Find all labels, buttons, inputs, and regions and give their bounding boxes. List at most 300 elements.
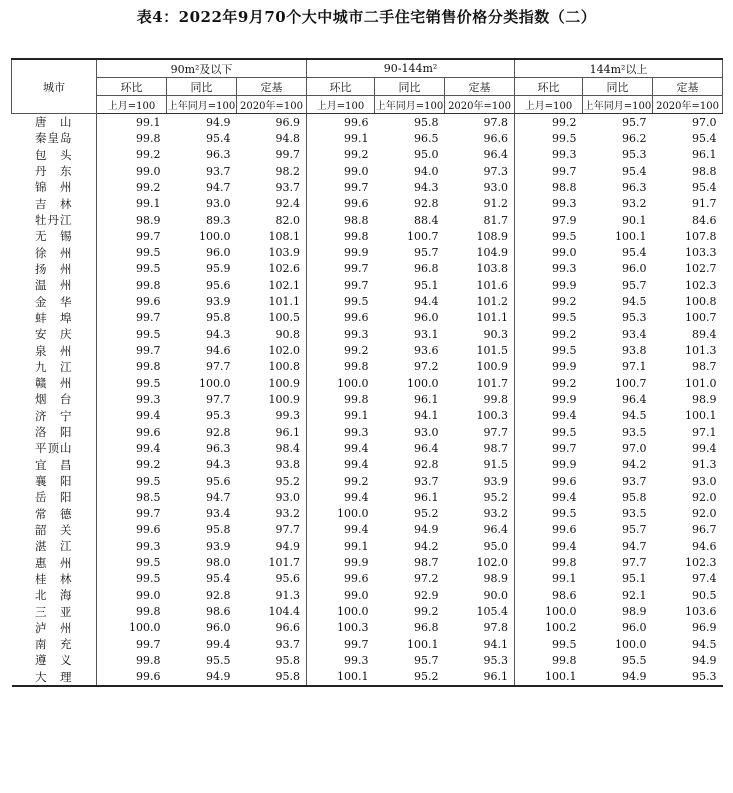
value-cell: 99.0 xyxy=(344,588,369,602)
city-cell: 韶 关 xyxy=(12,522,97,538)
value-cell: 99.5 xyxy=(136,327,161,341)
city-cell: 丹 东 xyxy=(12,163,97,179)
price-index-table xyxy=(11,58,723,687)
value-cell: 94.5 xyxy=(622,295,647,309)
city-cell: 大 理 xyxy=(12,669,97,686)
value-cell: 100.7 xyxy=(615,376,647,390)
city-cell: 无 锡 xyxy=(12,228,97,244)
city-cell: 遵 义 xyxy=(12,652,97,668)
city-cell: 常 德 xyxy=(12,506,97,522)
table-row xyxy=(12,391,723,407)
value-cell: 93.2 xyxy=(622,197,647,211)
value-cell: 100.1 xyxy=(615,229,647,243)
value-cell: 95.7 xyxy=(414,246,439,260)
value-cell: 91.5 xyxy=(445,457,515,473)
table-row xyxy=(12,245,723,261)
value-cell: 108.1 xyxy=(237,228,307,244)
value-cell: 93.4 xyxy=(206,507,231,521)
value-cell: 99.9 xyxy=(552,458,577,472)
value-cell: 90.0 xyxy=(445,587,515,603)
value-cell: 99.8 xyxy=(136,360,161,374)
value-cell: 99.2 xyxy=(136,180,161,194)
value-cell: 99.5 xyxy=(552,131,577,145)
value-cell: 103.9 xyxy=(237,245,307,261)
value-cell: 99.5 xyxy=(136,556,161,570)
value-cell: 99.6 xyxy=(136,425,161,439)
value-cell: 99.2 xyxy=(344,474,369,488)
value-cell: 99.4 xyxy=(344,458,369,472)
table-row xyxy=(12,424,723,440)
value-cell: 99.3 xyxy=(136,392,161,406)
value-cell: 101.7 xyxy=(237,554,307,570)
value-cell: 99.5 xyxy=(136,376,161,390)
table-row xyxy=(12,179,723,195)
value-cell: 100.3 xyxy=(337,621,369,635)
value-cell: 99.6 xyxy=(344,197,369,211)
value-cell: 100.9 xyxy=(445,359,515,375)
value-cell: 99.7 xyxy=(237,147,307,163)
value-cell: 98.7 xyxy=(414,556,439,570)
value-cell: 95.2 xyxy=(445,489,515,505)
value-cell: 100.5 xyxy=(237,310,307,326)
value-cell: 98.6 xyxy=(206,605,231,619)
subcol-header: 定基 xyxy=(653,78,723,96)
value-cell: 97.7 xyxy=(445,424,515,440)
value-cell: 99.9 xyxy=(552,360,577,374)
value-cell: 100.8 xyxy=(237,359,307,375)
value-cell: 97.2 xyxy=(414,360,439,374)
value-cell: 99.8 xyxy=(445,391,515,407)
city-header: 城市 xyxy=(12,59,97,114)
city-cell: 襄 阳 xyxy=(12,473,97,489)
value-cell: 95.7 xyxy=(622,115,647,129)
city-cell: 济 宁 xyxy=(12,408,97,424)
value-cell: 100.0 xyxy=(337,507,369,521)
value-cell: 100.0 xyxy=(199,376,231,390)
value-cell: 93.4 xyxy=(622,327,647,341)
value-cell: 99.9 xyxy=(552,392,577,406)
value-cell: 99.2 xyxy=(136,458,161,472)
value-cell: 96.6 xyxy=(237,620,307,636)
value-cell: 99.5 xyxy=(552,507,577,521)
value-cell: 94.4 xyxy=(414,295,439,309)
value-cell: 95.4 xyxy=(206,131,231,145)
value-cell: 89.4 xyxy=(692,327,717,341)
value-cell: 91.3 xyxy=(237,587,307,603)
value-cell: 99.4 xyxy=(136,409,161,423)
group-header-small: 90m²及以下 xyxy=(97,59,307,78)
city-cell: 平顶山 xyxy=(12,440,97,456)
city-cell: 徐 州 xyxy=(12,245,97,261)
value-cell: 96.3 xyxy=(206,148,231,162)
value-cell: 96.8 xyxy=(414,621,439,635)
value-cell: 99.8 xyxy=(344,360,369,374)
value-cell: 99.8 xyxy=(136,278,161,292)
table-row xyxy=(12,375,723,391)
value-cell: 99.5 xyxy=(552,229,577,243)
value-cell: 94.6 xyxy=(206,344,231,358)
value-cell: 99.4 xyxy=(206,637,231,651)
table-row xyxy=(12,130,723,146)
value-cell: 99.8 xyxy=(552,556,577,570)
value-cell: 100.8 xyxy=(685,295,717,309)
city-cell: 岳 阳 xyxy=(12,489,97,505)
value-cell: 98.8 xyxy=(552,180,577,194)
value-cell: 99.9 xyxy=(552,278,577,292)
value-cell: 100.7 xyxy=(407,229,439,243)
value-cell: 99.4 xyxy=(344,490,369,504)
value-cell: 100.0 xyxy=(615,637,647,651)
value-cell: 99.6 xyxy=(136,523,161,537)
value-cell: 101.5 xyxy=(445,342,515,358)
value-cell: 94.8 xyxy=(237,130,307,146)
value-cell: 99.3 xyxy=(344,327,369,341)
value-cell: 99.2 xyxy=(344,344,369,358)
value-cell: 96.0 xyxy=(622,262,647,276)
table-row xyxy=(12,440,723,456)
base-header: 上年同月=100 xyxy=(583,96,653,114)
value-cell: 102.0 xyxy=(445,554,515,570)
table-row xyxy=(12,620,723,636)
value-cell: 99.6 xyxy=(344,115,369,129)
value-cell: 97.7 xyxy=(237,522,307,538)
value-cell: 100.0 xyxy=(337,376,369,390)
table-row xyxy=(12,554,723,570)
value-cell: 95.6 xyxy=(237,571,307,587)
value-cell: 90.8 xyxy=(237,326,307,342)
value-cell: 95.4 xyxy=(206,572,231,586)
value-cell: 93.7 xyxy=(414,474,439,488)
value-cell: 99.8 xyxy=(136,653,161,667)
value-cell: 100.0 xyxy=(129,621,161,635)
value-cell: 96.0 xyxy=(206,246,231,260)
value-cell: 99.0 xyxy=(344,164,369,178)
value-cell: 92.8 xyxy=(414,458,439,472)
value-cell: 101.1 xyxy=(445,310,515,326)
city-cell: 泉 州 xyxy=(12,342,97,358)
value-cell: 96.4 xyxy=(445,522,515,538)
value-cell: 103.3 xyxy=(685,246,717,260)
table-row xyxy=(12,473,723,489)
value-cell: 95.2 xyxy=(375,669,445,686)
value-cell: 96.7 xyxy=(692,523,717,537)
value-cell: 95.8 xyxy=(206,523,231,537)
base-header: 上月=100 xyxy=(307,96,375,114)
value-cell: 94.0 xyxy=(414,164,439,178)
value-cell: 98.9 xyxy=(622,605,647,619)
value-cell: 95.3 xyxy=(206,409,231,423)
value-cell: 95.7 xyxy=(414,653,439,667)
value-cell: 99.7 xyxy=(344,180,369,194)
value-cell: 84.6 xyxy=(692,213,717,227)
value-cell: 96.0 xyxy=(622,621,647,635)
city-cell: 烟 台 xyxy=(12,391,97,407)
value-cell: 94.3 xyxy=(206,458,231,472)
table-row xyxy=(12,163,723,179)
value-cell: 99.1 xyxy=(344,409,369,423)
value-cell: 102.3 xyxy=(685,556,717,570)
table-row xyxy=(12,342,723,358)
value-cell: 98.9 xyxy=(692,392,717,406)
value-cell: 98.2 xyxy=(237,163,307,179)
value-cell: 100.7 xyxy=(685,311,717,325)
table-row xyxy=(12,571,723,587)
subcol-header: 环比 xyxy=(515,78,583,96)
city-cell: 唐 山 xyxy=(12,114,97,131)
value-cell: 95.9 xyxy=(206,262,231,276)
value-cell: 99.2 xyxy=(136,148,161,162)
value-cell: 94.1 xyxy=(445,636,515,652)
city-cell: 南 充 xyxy=(12,636,97,652)
table-row xyxy=(12,489,723,505)
value-cell: 92.1 xyxy=(622,588,647,602)
value-cell: 100.0 xyxy=(407,376,439,390)
value-cell: 104.9 xyxy=(445,245,515,261)
value-cell: 99.1 xyxy=(552,572,577,586)
value-cell: 96.0 xyxy=(414,311,439,325)
value-cell: 99.1 xyxy=(344,131,369,145)
value-cell: 100.9 xyxy=(237,391,307,407)
value-cell: 96.6 xyxy=(445,130,515,146)
value-cell: 99.0 xyxy=(136,164,161,178)
value-cell: 96.1 xyxy=(237,424,307,440)
base-header: 2020年=100 xyxy=(445,96,515,114)
city-cell: 牡丹江 xyxy=(12,212,97,228)
city-cell: 洛 阳 xyxy=(12,424,97,440)
value-cell: 93.8 xyxy=(237,457,307,473)
value-cell: 95.8 xyxy=(237,669,307,686)
value-cell: 99.5 xyxy=(552,425,577,439)
table-row xyxy=(12,603,723,619)
city-cell: 宜 昌 xyxy=(12,457,97,473)
value-cell: 82.0 xyxy=(237,212,307,228)
subcol-header: 定基 xyxy=(237,78,307,96)
value-cell: 98.9 xyxy=(445,571,515,587)
value-cell: 94.7 xyxy=(206,180,231,194)
base-header: 上月=100 xyxy=(97,96,167,114)
value-cell: 95.3 xyxy=(445,652,515,668)
table-row xyxy=(12,310,723,326)
value-cell: 92.0 xyxy=(692,507,717,521)
city-cell: 赣 州 xyxy=(12,375,97,391)
subcol-header: 环比 xyxy=(97,78,167,96)
value-cell: 96.3 xyxy=(206,441,231,455)
value-cell: 99.7 xyxy=(136,229,161,243)
value-cell: 92.9 xyxy=(414,588,439,602)
value-cell: 99.7 xyxy=(552,164,577,178)
value-cell: 97.7 xyxy=(206,392,231,406)
city-cell: 湛 江 xyxy=(12,538,97,554)
value-cell: 94.3 xyxy=(206,327,231,341)
city-cell: 吉 林 xyxy=(12,196,97,212)
value-cell: 99.3 xyxy=(237,408,307,424)
value-cell: 99.2 xyxy=(552,295,577,309)
value-cell: 98.7 xyxy=(445,440,515,456)
value-cell: 102.1 xyxy=(237,277,307,293)
value-cell: 97.8 xyxy=(445,114,515,131)
city-cell: 锦 州 xyxy=(12,179,97,195)
value-cell: 96.9 xyxy=(237,114,307,131)
value-cell: 95.3 xyxy=(653,669,723,686)
value-cell: 97.7 xyxy=(622,556,647,570)
value-cell: 99.9 xyxy=(344,246,369,260)
value-cell: 99.8 xyxy=(552,653,577,667)
table-row xyxy=(12,359,723,375)
value-cell: 93.0 xyxy=(414,425,439,439)
value-cell: 92.8 xyxy=(206,588,231,602)
value-cell: 99.8 xyxy=(344,229,369,243)
value-cell: 99.2 xyxy=(552,376,577,390)
value-cell: 96.4 xyxy=(445,147,515,163)
city-cell: 惠 州 xyxy=(12,554,97,570)
value-cell: 98.8 xyxy=(344,213,369,227)
value-cell: 97.9 xyxy=(552,213,577,227)
value-cell: 94.3 xyxy=(414,180,439,194)
value-cell: 99.6 xyxy=(552,523,577,537)
value-cell: 95.5 xyxy=(206,653,231,667)
city-cell: 三 亚 xyxy=(12,603,97,619)
value-cell: 93.5 xyxy=(622,507,647,521)
value-cell: 105.4 xyxy=(445,603,515,619)
value-cell: 99.5 xyxy=(552,311,577,325)
value-cell: 99.7 xyxy=(136,637,161,651)
value-cell: 95.0 xyxy=(445,538,515,554)
group-header-medium: 90-144m² xyxy=(307,59,515,78)
table-row xyxy=(12,587,723,603)
value-cell: 95.8 xyxy=(206,311,231,325)
subcol-header: 同比 xyxy=(167,78,237,96)
value-cell: 95.8 xyxy=(237,652,307,668)
value-cell: 96.8 xyxy=(414,262,439,276)
value-cell: 94.1 xyxy=(414,409,439,423)
value-cell: 93.9 xyxy=(206,295,231,309)
value-cell: 97.0 xyxy=(622,441,647,455)
value-cell: 94.9 xyxy=(237,538,307,554)
subcol-header: 定基 xyxy=(445,78,515,96)
value-cell: 96.4 xyxy=(622,392,647,406)
city-cell: 桂 林 xyxy=(12,571,97,587)
value-cell: 97.8 xyxy=(445,620,515,636)
value-cell: 101.6 xyxy=(445,277,515,293)
value-cell: 93.9 xyxy=(206,539,231,553)
base-header: 上月=100 xyxy=(515,96,583,114)
value-cell: 99.7 xyxy=(552,441,577,455)
value-cell: 92.8 xyxy=(414,197,439,211)
value-cell: 95.6 xyxy=(206,278,231,292)
value-cell: 100.0 xyxy=(545,605,577,619)
value-cell: 88.4 xyxy=(414,213,439,227)
value-cell: 94.9 xyxy=(583,669,653,686)
value-cell: 99.6 xyxy=(552,474,577,488)
value-cell: 99.7 xyxy=(344,278,369,292)
value-cell: 94.7 xyxy=(622,539,647,553)
table-row xyxy=(12,652,723,668)
base-header: 2020年=100 xyxy=(237,96,307,114)
value-cell: 100.1 xyxy=(515,669,583,686)
value-cell: 99.1 xyxy=(344,539,369,553)
value-cell: 93.7 xyxy=(237,636,307,652)
table-row xyxy=(12,506,723,522)
value-cell: 99.8 xyxy=(136,131,161,145)
value-cell: 95.0 xyxy=(414,148,439,162)
value-cell: 100.1 xyxy=(685,409,717,423)
value-cell: 99.3 xyxy=(136,539,161,553)
value-cell: 96.1 xyxy=(414,490,439,504)
value-cell: 97.1 xyxy=(622,360,647,374)
value-cell: 95.5 xyxy=(622,653,647,667)
value-cell: 103.6 xyxy=(685,605,717,619)
table-row xyxy=(12,212,723,228)
city-cell: 温 州 xyxy=(12,277,97,293)
value-cell: 99.3 xyxy=(344,425,369,439)
value-cell: 96.1 xyxy=(692,148,717,162)
subcol-header: 环比 xyxy=(307,78,375,96)
value-cell: 94.7 xyxy=(206,490,231,504)
value-cell: 95.4 xyxy=(622,246,647,260)
value-cell: 99.3 xyxy=(552,262,577,276)
value-cell: 93.7 xyxy=(237,179,307,195)
value-cell: 108.9 xyxy=(445,228,515,244)
value-cell: 92.8 xyxy=(206,425,231,439)
value-cell: 96.3 xyxy=(622,180,647,194)
table-row xyxy=(12,196,723,212)
value-cell: 98.9 xyxy=(136,213,161,227)
value-cell: 101.2 xyxy=(445,293,515,309)
value-cell: 99.6 xyxy=(97,669,167,686)
table-row xyxy=(12,261,723,277)
value-cell: 93.0 xyxy=(692,474,717,488)
value-cell: 94.5 xyxy=(692,637,717,651)
value-cell: 99.2 xyxy=(552,327,577,341)
city-cell: 安 庆 xyxy=(12,326,97,342)
subcol-header: 同比 xyxy=(583,78,653,96)
value-cell: 99.7 xyxy=(344,262,369,276)
value-cell: 100.0 xyxy=(199,229,231,243)
value-cell: 95.3 xyxy=(622,148,647,162)
value-cell: 93.0 xyxy=(206,197,231,211)
value-cell: 93.0 xyxy=(237,489,307,505)
value-cell: 99.5 xyxy=(136,572,161,586)
value-cell: 99.4 xyxy=(552,539,577,553)
value-cell: 99.4 xyxy=(692,441,717,455)
value-cell: 99.5 xyxy=(136,262,161,276)
value-cell: 96.2 xyxy=(622,131,647,145)
value-cell: 93.7 xyxy=(206,164,231,178)
value-cell: 95.8 xyxy=(622,490,647,504)
value-cell: 98.5 xyxy=(136,490,161,504)
value-cell: 94.2 xyxy=(622,458,647,472)
value-cell: 94.9 xyxy=(692,653,717,667)
value-cell: 99.7 xyxy=(136,507,161,521)
value-cell: 95.4 xyxy=(692,180,717,194)
value-cell: 93.8 xyxy=(622,344,647,358)
value-cell: 96.4 xyxy=(414,441,439,455)
value-cell: 89.3 xyxy=(206,213,231,227)
value-cell: 95.7 xyxy=(622,523,647,537)
value-cell: 101.1 xyxy=(237,293,307,309)
value-cell: 100.1 xyxy=(407,637,439,651)
base-header: 上年同月=100 xyxy=(375,96,445,114)
value-cell: 95.6 xyxy=(206,474,231,488)
value-cell: 81.7 xyxy=(445,212,515,228)
value-cell: 95.1 xyxy=(622,572,647,586)
table-row xyxy=(12,228,723,244)
value-cell: 94.2 xyxy=(414,539,439,553)
city-cell: 蚌 埠 xyxy=(12,310,97,326)
value-cell: 98.4 xyxy=(237,440,307,456)
value-cell: 99.8 xyxy=(136,605,161,619)
value-cell: 95.2 xyxy=(414,507,439,521)
